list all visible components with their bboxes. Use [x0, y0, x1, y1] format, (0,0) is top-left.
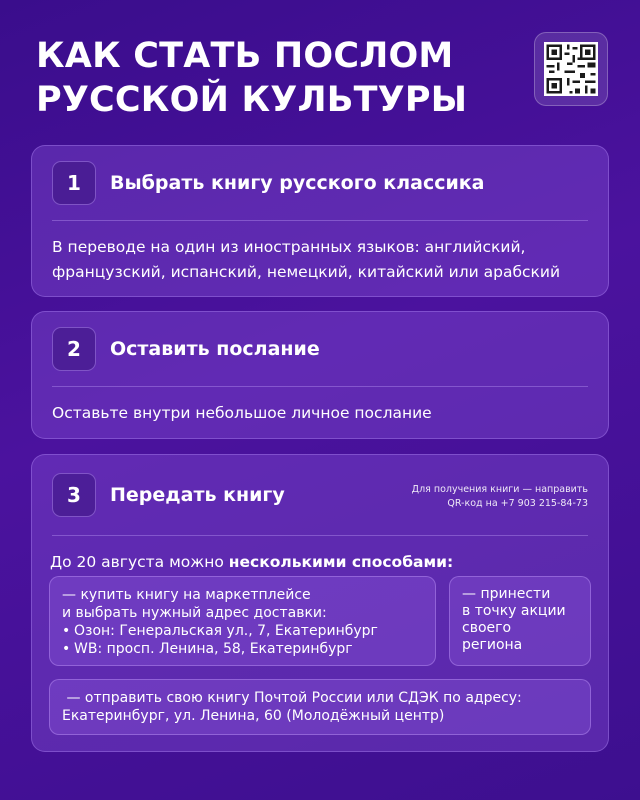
lead-bold-text: несколькими способами: [228, 553, 454, 571]
step-number: 1 [52, 161, 96, 205]
step-card-1 [31, 145, 609, 297]
step-title: Выбрать книгу русского классика [110, 172, 485, 194]
step-description: В переводе на один из иностранных языков: английский, французский, испанский, немецкий, китайский или арабский [52, 238, 561, 281]
page-title [36, 34, 506, 122]
step-header [32, 146, 608, 220]
step-number: 2 [52, 327, 96, 371]
option-line: региона [462, 637, 523, 653]
note-line-2: QR-код на +7 903 215-84-73 [447, 498, 588, 509]
address-item: • Озон: Генеральская ул., 7, Екатеринбург [62, 622, 423, 640]
option-line: и выбрать нужный адрес доставки: [62, 605, 327, 621]
step-title: Передать книгу [110, 484, 285, 506]
option-bring [449, 576, 591, 666]
step-header [32, 312, 608, 386]
address-item: • WB: просп. Ленина, 58, Екатеринбург [62, 640, 423, 658]
option-marketplace [49, 576, 436, 666]
address-list [62, 622, 423, 658]
option-line: Екатеринбург, ул. Ленина, 60 (Молодёжный центр) [62, 708, 445, 724]
title-line-2: РУССКОЙ КУЛЬТУРЫ [36, 80, 468, 120]
step-title: Оставить послание [110, 338, 320, 360]
step-card-3 [31, 454, 609, 752]
option-line: своего [462, 620, 512, 636]
delivery-note [412, 483, 588, 511]
option-line: — купить книгу на маркетплейсе [62, 587, 311, 603]
title-line-1: КАК СТАТЬ ПОСЛОМ [36, 36, 454, 76]
qr-code-icon [534, 32, 608, 106]
lead-text: До 20 августа можно [50, 553, 229, 571]
step-card-2 [31, 311, 609, 439]
step-description: Оставьте внутри небольшое личное послание [52, 404, 432, 422]
options-lead [32, 536, 608, 574]
note-line-1: Для получения книги — направить [411, 484, 588, 495]
option-line: в точку акции [462, 603, 566, 619]
option-post [49, 679, 591, 735]
option-line: — принести [462, 586, 551, 602]
step-number: 3 [52, 473, 96, 517]
option-line: — отправить свою книгу Почтой России или СДЭК по адресу: [62, 690, 522, 706]
